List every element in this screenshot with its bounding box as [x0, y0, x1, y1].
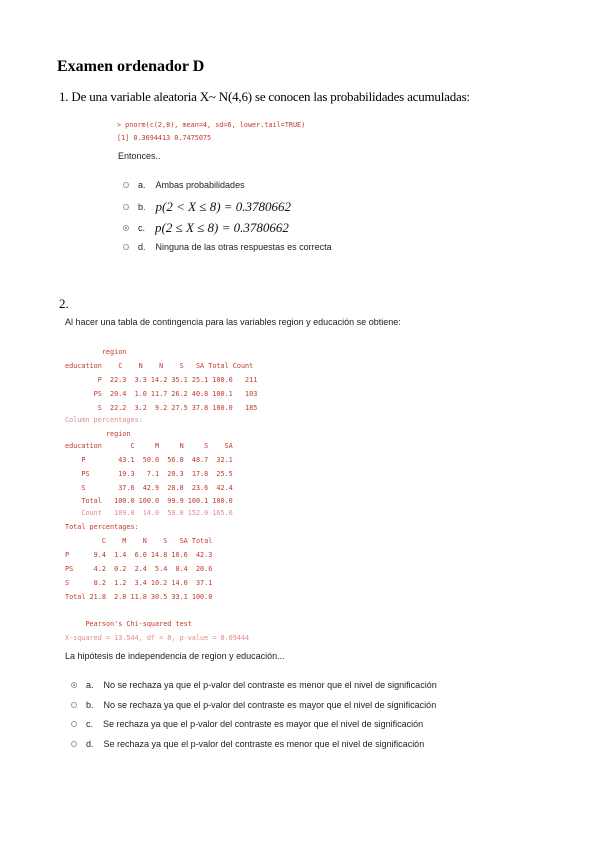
question-1-text: 1. De una variable aleatoria X~ N(4,6) se conocen las probabilidades acumuladas: [59, 89, 470, 104]
table-line: P 22.3 3.3 14.2 35.1 25.1 100.0 211 [65, 376, 258, 384]
radio-icon[interactable] [71, 721, 77, 727]
radio-icon[interactable] [71, 741, 77, 747]
table-line: education C M N S SA [65, 442, 233, 450]
pearson-title: Pearson's Chi-squared test [65, 620, 192, 628]
table-line: Count 109.0 14.0 59.0 152.0 165.0 [65, 509, 233, 517]
option-text: Se rechaza ya que el p-valor del contraste es mayor que el nivel de significación [103, 719, 424, 729]
option-letter: c. [138, 223, 146, 233]
q1-option-b[interactable] [123, 199, 291, 215]
q1-option-c[interactable] [123, 220, 289, 236]
page-title: Examen ordenador D [57, 58, 205, 75]
q1-option-d[interactable] [123, 242, 332, 252]
table-line: P 43.1 50.0 56.8 48.7 32.1 [65, 456, 233, 464]
table-line: S 37.6 42.9 28.8 23.6 42.4 [65, 484, 233, 492]
option-text: No se rechaza ya que el p-valor del contraste es menor que el nivel de significación [103, 680, 437, 690]
option-letter: a. [138, 180, 146, 190]
r-command: > pnorm(c(2,8), mean=4, sd=6, lower.tail=TRUE) [117, 121, 306, 129]
table-line: C M N S SA Total [65, 537, 213, 545]
option-text: Ninguna de las otras respuestas es correcta [155, 242, 332, 252]
radio-selected-icon[interactable] [71, 682, 77, 688]
table-line: S 8.2 1.2 3.4 10.2 14.0 37.1 [65, 579, 213, 587]
option-text: p(2 ≤ X ≤ 8) = 0.3780662 [155, 220, 289, 235]
table-line: PS 4.2 0.2 2.4 5.4 8.4 20.6 [65, 565, 213, 573]
q1-option-a[interactable] [123, 180, 245, 190]
table-line: S 22.2 3.2 9.2 27.5 37.8 100.0 185 [65, 404, 258, 412]
table-line: region [65, 348, 127, 356]
q2-option-d[interactable] [71, 739, 424, 749]
table-line: region [65, 430, 131, 438]
option-letter: b. [138, 202, 146, 212]
option-letter: c. [86, 719, 94, 729]
table-line: Total 100.0 100.0 99.9 100.1 100.0 [65, 497, 233, 505]
option-text: p(2 < X ≤ 8) = 0.3780662 [155, 199, 292, 214]
table-line: Total 21.8 2.8 11.8 30.5 33.1 100.0 [65, 593, 213, 601]
question-2-intro: Al hacer una tabla de contingencia para las variables region y educación se obtiene: [65, 317, 401, 327]
table-line: education C N N S SA Total Count [65, 362, 254, 370]
option-text: No se rechaza ya que el p-valor del contraste es mayor que el nivel de significación [103, 700, 437, 710]
table-line: Column percentages: [65, 416, 143, 424]
option-letter: a. [86, 680, 94, 690]
q2-option-c[interactable] [71, 719, 423, 729]
option-letter: b. [86, 700, 94, 710]
table-line: PS 20.4 1.0 11.7 26.2 40.8 100.1 103 [65, 390, 258, 398]
r-output: [1] 0.3694413 0.7475075 [117, 134, 212, 142]
radio-icon[interactable] [71, 702, 77, 708]
table-line: P 9.4 1.4 6.0 14.8 10.6 42.3 [65, 551, 213, 559]
question-2-number: 2. [59, 296, 69, 311]
option-letter: d. [138, 242, 146, 252]
q2-option-a[interactable] [71, 680, 437, 690]
radio-icon[interactable] [123, 204, 129, 210]
table-line: PS 19.3 7.1 20.3 17.8 25.5 [65, 470, 233, 478]
pearson-result: X-squared = 13.544, df = 8, p-value = 0.09444 [65, 634, 250, 642]
option-text: Se rechaza ya que el p-valor del contraste es menor que el nivel de significación [103, 739, 425, 749]
question-2-prompt: La hipótesis de independencia de region y educación... [65, 651, 285, 661]
radio-icon[interactable] [123, 182, 129, 188]
radio-icon[interactable] [123, 244, 129, 250]
q2-option-b[interactable] [71, 700, 436, 710]
radio-selected-icon[interactable] [123, 225, 129, 231]
option-text: Ambas probabilidades [155, 180, 245, 190]
option-letter: d. [86, 739, 94, 749]
table-line: Total percentages: [65, 523, 139, 531]
entonces-label: Entonces.. [118, 151, 161, 161]
